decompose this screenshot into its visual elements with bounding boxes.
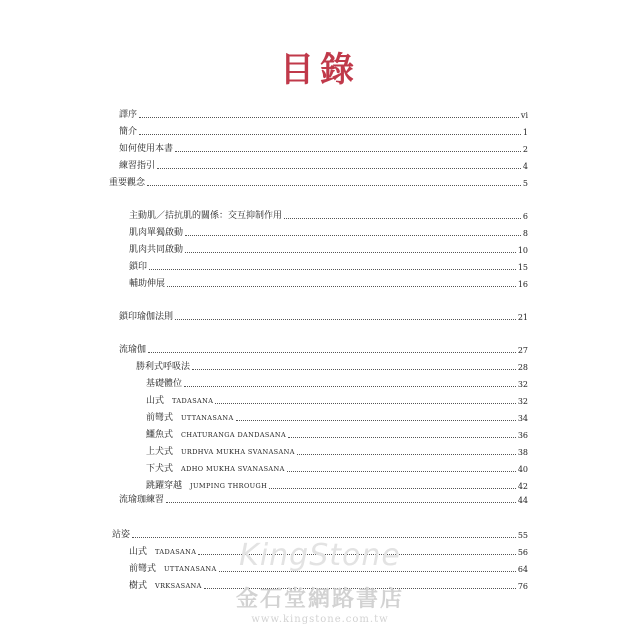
- toc-entry: [112, 527, 528, 541]
- toc-page: 42: [517, 482, 528, 491]
- toc-page: vi: [520, 111, 528, 120]
- toc-page: 27: [517, 346, 528, 355]
- toc-page: 28: [517, 363, 528, 372]
- toc-label: 山式: [146, 396, 165, 406]
- toc-english: TADASANA: [155, 548, 197, 556]
- toc-label: 肌肉單獨啟動: [129, 228, 184, 238]
- toc-entry: [129, 544, 528, 558]
- toc-label: 如何使用本書: [119, 144, 174, 154]
- toc-page: 32: [517, 397, 528, 406]
- toc-label: 主動肌／拮抗肌的關係：交互抑制作用: [129, 211, 283, 221]
- toc-entry: [119, 492, 528, 506]
- toc-entry: [109, 175, 528, 189]
- toc-page: 5: [522, 179, 528, 188]
- toc-label: 跳躍穿越: [146, 481, 183, 491]
- toc-page: 38: [517, 448, 528, 457]
- leader-dots: [185, 252, 516, 253]
- leader-dots: [148, 352, 516, 353]
- leader-dots: [215, 403, 515, 404]
- toc-english: ADHO MUKHA SVANASANA: [181, 465, 285, 473]
- leader-dots: [297, 454, 516, 455]
- toc-entry: [146, 478, 528, 492]
- leader-dots: [149, 269, 516, 270]
- toc-entry: [119, 124, 528, 138]
- toc-label: 勝利式呼吸法: [136, 362, 191, 372]
- toc-page: 21: [517, 313, 528, 322]
- leader-dots: [198, 554, 515, 555]
- toc-label: 重要觀念: [109, 178, 146, 188]
- toc-english: UTTANASANA: [181, 414, 234, 422]
- toc-page: 32: [517, 380, 528, 389]
- toc-entry: [146, 461, 528, 475]
- toc-label: 上犬式: [146, 447, 174, 457]
- leader-dots: [204, 588, 516, 589]
- toc-entry: [129, 208, 528, 222]
- toc-page: 10: [517, 246, 528, 255]
- leader-dots: [132, 537, 516, 538]
- toc-entry: [129, 578, 528, 592]
- toc-page: 1: [522, 128, 528, 137]
- leader-dots: [147, 185, 521, 186]
- toc-entry: [136, 359, 528, 373]
- leader-dots: [192, 369, 516, 370]
- toc-label: 鱷魚式: [146, 430, 174, 440]
- toc-entry: [119, 158, 528, 172]
- toc-page: 36: [517, 431, 528, 440]
- toc-page: 64: [517, 565, 528, 574]
- toc-label: 前彎式: [129, 564, 157, 574]
- toc-label: 鎖印: [129, 262, 148, 272]
- toc-entry: [146, 376, 528, 390]
- toc-label: 鎖印瑜伽法則: [119, 312, 174, 322]
- toc-page: 40: [517, 465, 528, 474]
- toc-page: 76: [517, 582, 528, 591]
- toc-label: 流瑜珈練習: [119, 495, 165, 505]
- toc-label: 輔助伸展: [129, 279, 166, 289]
- toc-entry: [119, 342, 528, 356]
- leader-dots: [175, 151, 521, 152]
- leader-dots: [284, 218, 521, 219]
- toc-entry: [146, 393, 528, 407]
- watermark-brand: KingStone: [239, 538, 401, 573]
- toc-label: 簡介: [119, 127, 138, 137]
- toc-english: URDHVA MUKHA SVANASANA: [181, 448, 295, 456]
- leader-dots: [287, 471, 516, 472]
- toc-label: 練習指引: [119, 161, 156, 171]
- toc-entry: [129, 225, 528, 239]
- toc-entry: [129, 259, 528, 273]
- toc-label: 山式: [129, 547, 148, 557]
- leader-dots: [166, 502, 516, 503]
- toc-label: 基礎體位: [146, 379, 183, 389]
- toc-english: JUMPING THROUGH: [190, 482, 268, 490]
- leader-dots: [175, 319, 516, 320]
- toc-english: TADASANA: [172, 397, 214, 405]
- leader-dots: [219, 571, 516, 572]
- leader-dots: [139, 134, 521, 135]
- toc-entry: [129, 242, 528, 256]
- leader-dots: [236, 420, 516, 421]
- toc-page: 15: [517, 263, 528, 272]
- toc-page: 8: [522, 229, 528, 238]
- toc-page: 34: [517, 414, 528, 423]
- leader-dots: [139, 117, 519, 118]
- toc-english: CHATURANGA DANDASANA: [181, 431, 287, 439]
- leader-dots: [269, 488, 516, 489]
- watermark-store-name: 金石堂網路書店: [235, 586, 404, 612]
- leader-dots: [167, 286, 516, 287]
- toc-label: 流瑜伽: [119, 345, 147, 355]
- toc-english: UTTANASANA: [164, 565, 217, 573]
- toc-entry: [129, 561, 528, 575]
- toc-entry: [119, 107, 528, 121]
- toc-entry: [146, 410, 528, 424]
- toc-page: 6: [522, 212, 528, 221]
- toc-english: VRKSASANA: [155, 582, 202, 590]
- page-title: 目錄: [280, 50, 360, 90]
- watermark-url: www.kingstone.com.tw: [251, 614, 389, 625]
- toc-page: 16: [517, 280, 528, 289]
- toc-page: 2: [522, 145, 528, 154]
- leader-dots: [157, 168, 521, 169]
- toc-label: 樹式: [129, 581, 148, 591]
- toc-page: 4: [522, 162, 528, 171]
- toc-label: 肌肉共同啟動: [129, 245, 184, 255]
- leader-dots: [288, 437, 516, 438]
- toc-entry: [119, 309, 528, 323]
- leader-dots: [184, 386, 516, 387]
- toc-entry: [129, 276, 528, 290]
- leader-dots: [185, 235, 521, 236]
- toc-entry: [146, 444, 528, 458]
- toc-entry: [146, 427, 528, 441]
- toc-label: 前彎式: [146, 413, 174, 423]
- toc-page: 56: [517, 548, 528, 557]
- toc-page: 55: [517, 531, 528, 540]
- toc-entry: [119, 141, 528, 155]
- toc-label: 下犬式: [146, 464, 174, 474]
- toc-label: 站姿: [112, 530, 131, 540]
- toc-page: 44: [517, 496, 528, 505]
- toc-label: 譯序: [119, 110, 138, 120]
